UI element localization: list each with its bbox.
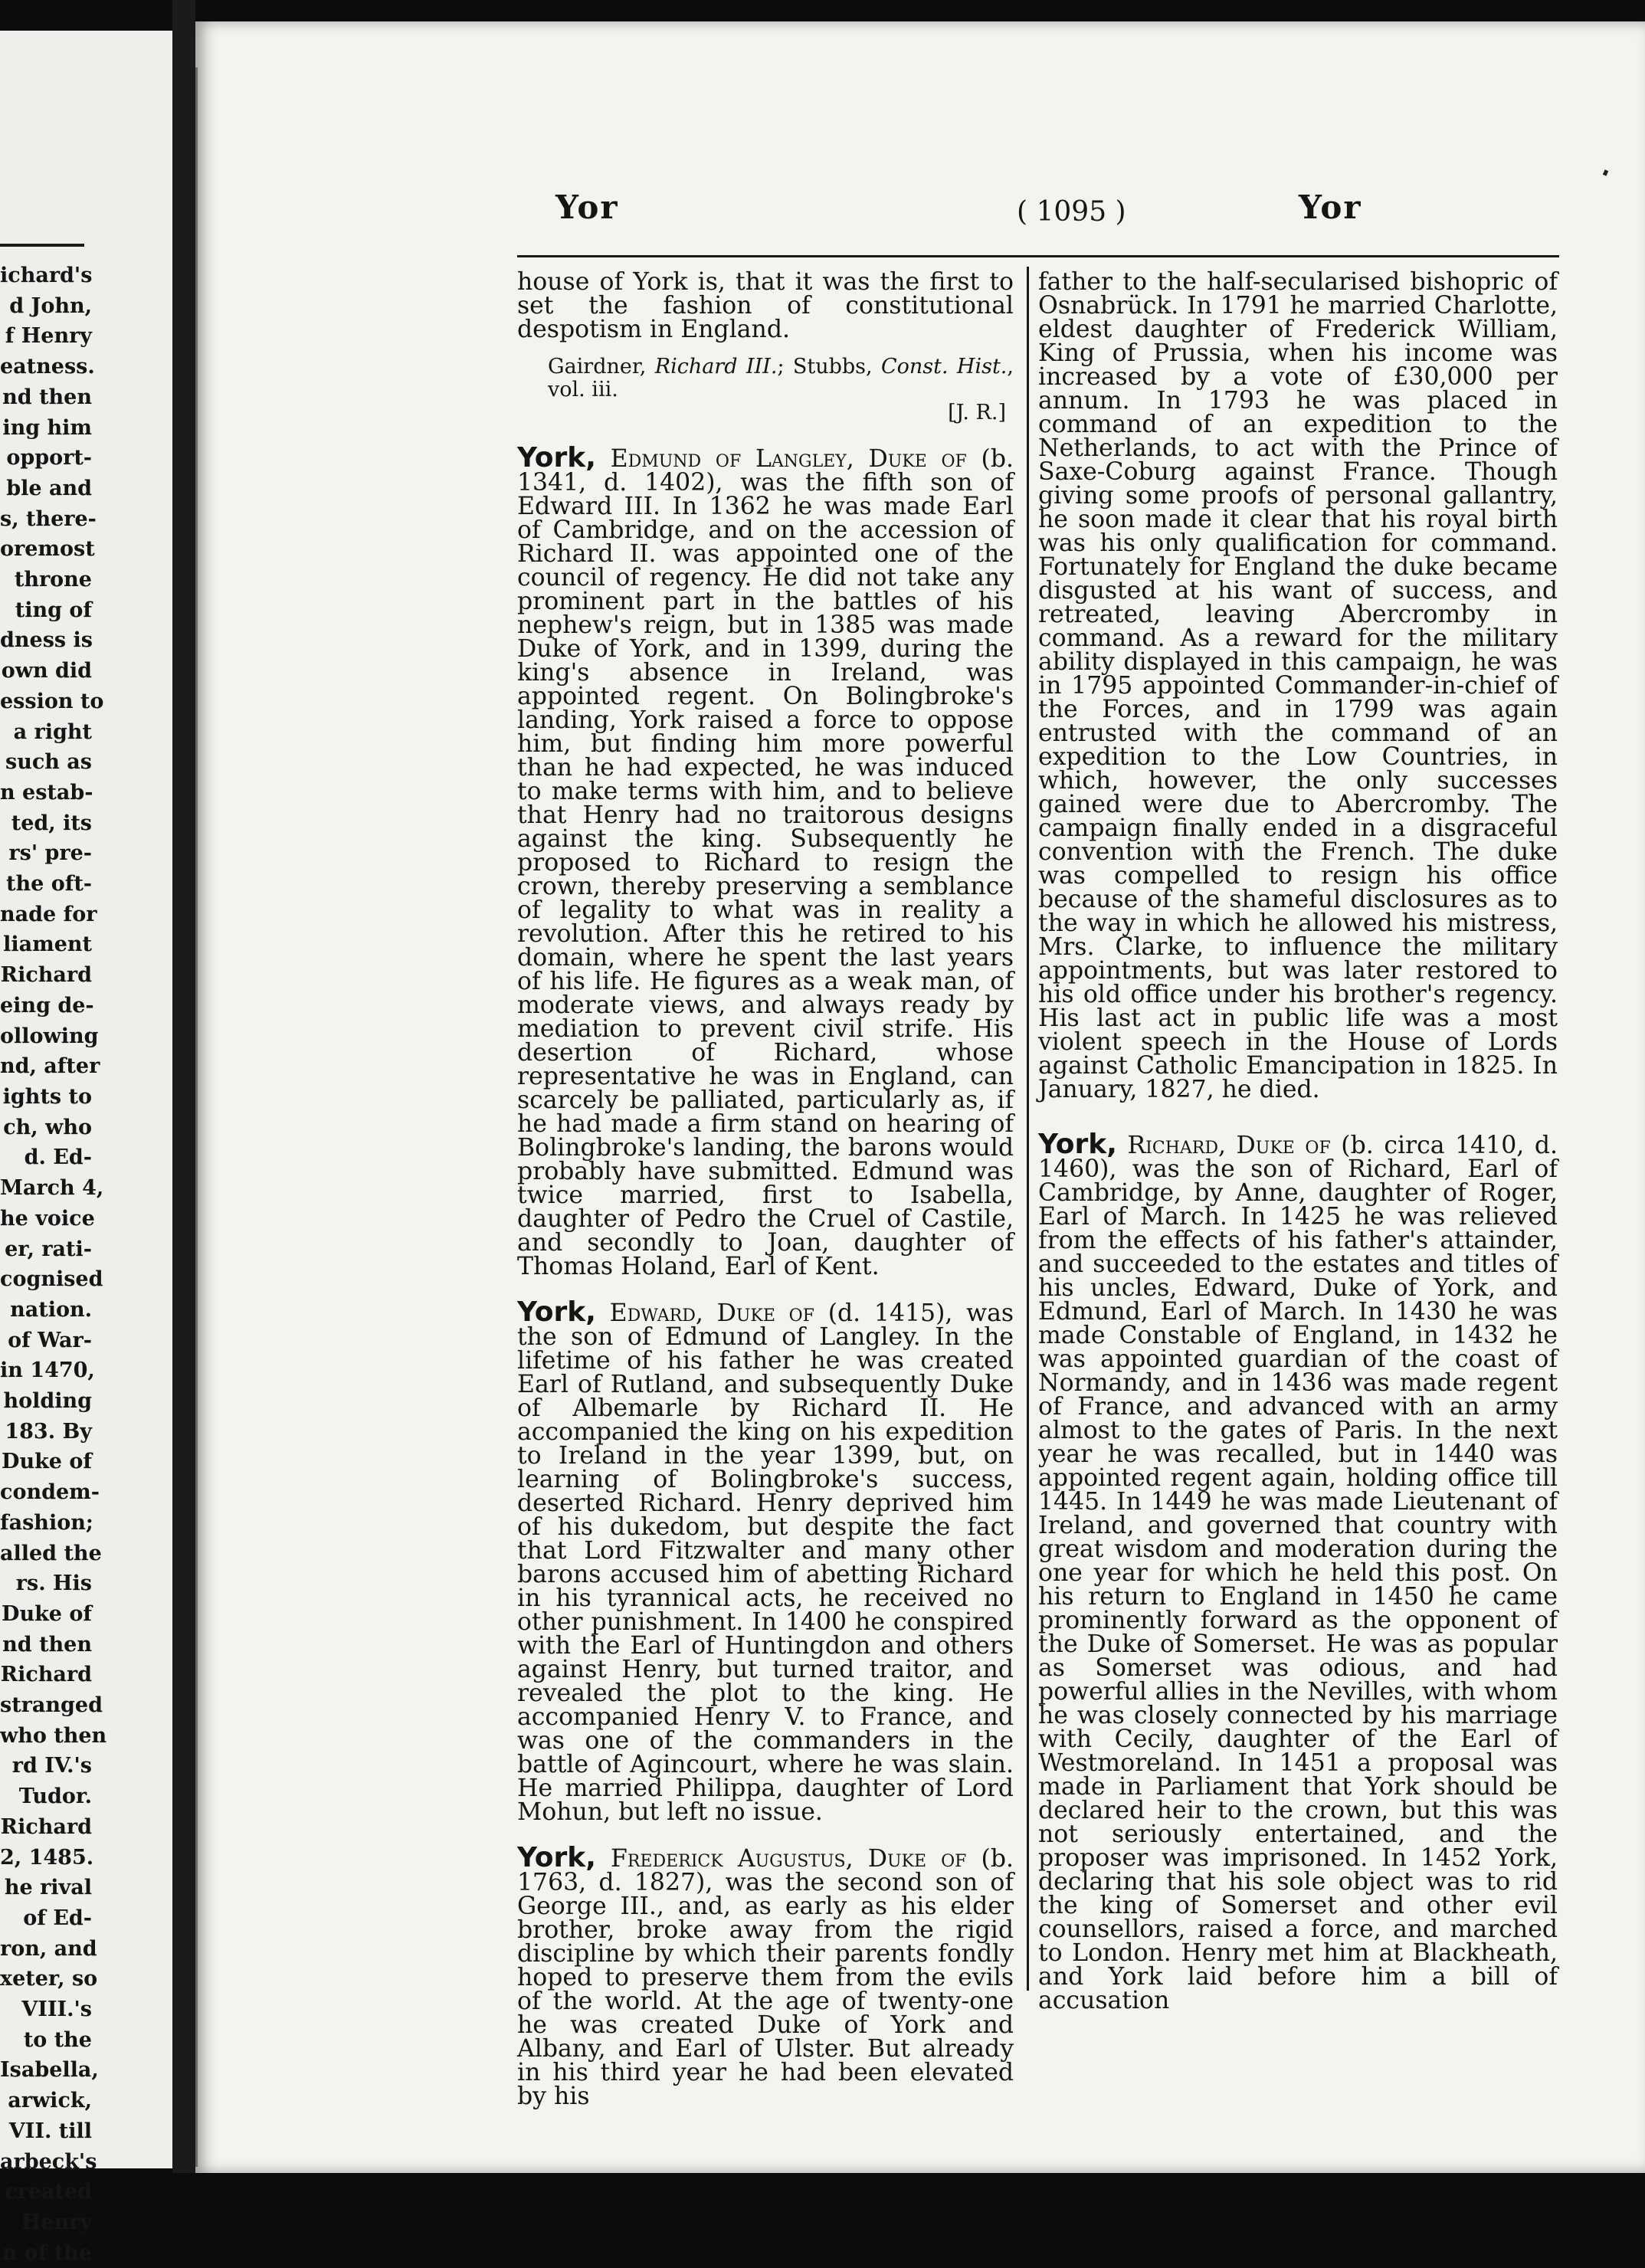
previous-page-line: ble and	[6, 476, 92, 500]
entry-headword: York,	[517, 1296, 596, 1328]
previous-page-line: ch, who	[3, 1115, 92, 1139]
previous-page-line: nd then	[2, 385, 92, 409]
previous-page-line: n of the	[2, 2240, 92, 2265]
previous-page-line: Tudor.	[18, 1785, 92, 1809]
previous-page-line: the oft-	[6, 872, 92, 896]
previous-page-fragment	[0, 31, 172, 2265]
previous-page-line: Henry	[21, 2211, 92, 2234]
entry-headword: York,	[517, 1842, 596, 1873]
previous-page-line: condem-	[0, 1480, 100, 1505]
previous-page-line: ollowing	[0, 1024, 99, 1048]
previous-page-line: created	[5, 2180, 92, 2204]
entry-york-edmund	[517, 442, 1014, 1280]
previous-page-line: ession to	[0, 689, 104, 713]
entry-york-frederick	[517, 1842, 1014, 2110]
previous-page-line: ting of	[15, 598, 92, 622]
entry-headword: York,	[517, 442, 596, 474]
entry-name: Frederick Augustus, Duke of	[611, 1845, 967, 1873]
previous-page-line: liament	[3, 932, 92, 957]
previous-page-line: who then	[0, 1723, 107, 1748]
previous-page-line: a right	[13, 719, 92, 744]
previous-page-line: f Henry	[5, 324, 92, 349]
entry-body: (d. 1415), was the son of Edmund of Langley. In the lifetime of his father he was created Earl of Rutland, and subsequently Duke of Albemarle by Richard II. He accompanied the king on his expedition to Ireland in the year 1399, but, on learning of Bolingbroke's success, deserted Richard. Henry deprived him of his dukedom, but despite the fact that Lord Fitzwalter and many other barons accused him of abetting Richard in his tyrannical acts, he received no other punishment. In 1400 he conspired with the Earl of Huntingdon and others against Henry, but turned traitor, and revealed the plot to the king. He accompanied Henry V. to France, and was one of the commanders in the battle of Agincourt, where he was slain. He married Philippa, daughter of Lord Mohun, but left no issue.	[517, 1300, 1014, 1826]
previous-page-line: Duke of	[2, 1450, 92, 1474]
previous-page-line: VIII.'s	[21, 1998, 92, 2022]
citation: Gairdner, Richard III.; Stubbs, Const. Hist., vol. iii. [J. R.]	[548, 355, 1014, 424]
entry-headword: York,	[1038, 1129, 1117, 1160]
left-column	[517, 270, 1014, 2109]
right-column	[1038, 270, 1558, 2013]
previous-page-line: stranged	[0, 1693, 103, 1718]
running-head-right: Yor	[1299, 188, 1362, 226]
previous-page-line: d. Ed-	[24, 1145, 92, 1170]
book-page	[195, 21, 1645, 2173]
previous-page-line: own did	[1, 659, 92, 683]
previous-page-line: s, there-	[0, 506, 97, 531]
running-head-left: Yor	[555, 188, 619, 226]
entry-york-edward	[517, 1296, 1014, 1826]
citation-work: Const. Hist.	[880, 355, 1008, 379]
previous-page-line: Isabella,	[0, 2058, 99, 2083]
previous-page-line: alled the	[0, 1541, 102, 1565]
previous-page-line: holding	[3, 1389, 92, 1414]
previous-page-line: d John,	[9, 293, 92, 318]
previous-page-rule	[0, 244, 84, 247]
previous-page-line: of Ed-	[23, 1906, 92, 1930]
previous-page-line: arwick,	[8, 2089, 92, 2113]
citation-work: Richard III.	[654, 355, 778, 379]
previous-page-line: throne	[14, 568, 92, 592]
previous-page-line: opport-	[6, 446, 92, 470]
previous-page-line: arbeck's	[0, 2149, 97, 2174]
previous-page-line: fashion;	[0, 1510, 93, 1535]
continuation-text: father to the half-secularised bishopric of Osnabrück. In 1791 he married Charlotte, eldest daughter of Frederick William, King of Prussia, when his income was increased by a vote of £30,000 per annum. In 1793 he was placed in command of an expedition to the Netherlands, to act with the Prince of Saxe-Coburg against France. Though giving some proofs of personal gallantry, he soon made it clear that his royal birth was his only qualification for command. Fortunately for England the duke became disgusted at his want of success, and retreated, leaving Abercromby in command. As a reward for the military ability displayed in this campaign, he was in 1795 appointed Commander-in-chief of the Forces, and in 1799 was again entrusted with the command of an expedition to the Low Countries, in which, however, the only successes gained were due to Abercromby. The campaign finally ended in a disgraceful convention with the French. The duke was compelled to resign his office because of the shameful disclosures as to the way in which he allowed his mistress, Mrs. Clarke, to influence the military appointments, but was later restored to his old office under his brother's regency. His last act in public life was a most violent speech in the House of Lords against Catholic Emancipation in 1825. In January, 1827, he died.	[1038, 268, 1558, 1103]
previous-page-text	[0, 261, 107, 2268]
previous-page-line: ing him	[2, 415, 92, 440]
previous-page-line: oremost	[0, 537, 95, 562]
previous-page-line: ted, its	[11, 811, 92, 835]
previous-page-line: nade for	[0, 902, 97, 926]
previous-page-line: ights to	[2, 1084, 92, 1109]
previous-page-line: to the	[23, 2027, 92, 2052]
header-rule	[517, 255, 1559, 257]
previous-page-line: nation.	[10, 1297, 92, 1322]
previous-page-line: ron, and	[0, 1936, 97, 1961]
previous-page-line: Richard	[0, 1814, 92, 1839]
entry-york-richard	[1038, 1129, 1558, 2014]
entry-name: Edward, Duke of	[609, 1300, 814, 1327]
page-edge-line	[195, 67, 198, 2167]
previous-page-line: cognised	[0, 1267, 103, 1292]
previous-page-line: Richard	[0, 963, 92, 988]
previous-page-line: ichard's	[0, 264, 93, 287]
entry-body: (b. 1341, d. 1402), was the fifth son of Edward III. In 1362 he was made Earl of Cambridge, and on the accession of Richard II. was appointed one of the council of regency. He did not take any prominent part in the battles of his nephew's reign, but in 1385 was made Duke of York, and in 1399, during the king's absence in Ireland, was appointed regent. On Bolingbroke's landing, York raised a force to oppose him, but finding him more powerful than he had expected, he was induced to make terms with him, and to believe that Henry had no traitorous designs against the king. Subsequently he proposed to Richard to resign the crown, thereby preserving a semblance of legality to what was in reality a revolution. After this he retired to his domain, where he spent the last years of his life. He figures as a weak man, of moderate views, and always ready by mediation to prevent civil strife. His desertion of Richard, whose representative he was in England, can scarcely be palliated, particularly as, if he had made a firm stand on hearing of Bolingbroke's landing, the barons would probably have submitted. Edmund was twice married, first to Isabella, daughter of Pedro the Cruel of Castile, and secondly to Joan, daughter of Thomas Holand, Earl of Kent.	[517, 445, 1014, 1280]
entry-body: (b. 1763, d. 1827), was the second son of George III., and, as early as his elder brother, broke away from the rigid discipline by which their parents fondly hoped to preserve them from the evils of the world. At the age of twenty-one he was created Duke of York and Albany, and Earl of Ulster. But already in his third year he had been elevated by his	[517, 1845, 1014, 2110]
previous-page-line: nd, after	[0, 1054, 100, 1079]
entry-body: (b. circa 1410, d. 1460), was the son of Richard, Earl of Cambridge, by Anne, daughter of Roger, Earl of March. In 1425 he was relieved from the effects of his father's attainder, and succeeded to the estates and titles of his uncles, Edward, Duke of York, and Edmund, Earl of March. In 1430 he was made Constable of England, in 1432 he was appointed guardian of the coast of Normandy, and in 1436 was made regent of France, and advanced with an army almost to the gates of Paris. In the next year he was recalled, but in 1440 was appointed regent again, holding office till 1445. In 1449 he was made Lieutenant of Ireland, and governed that country with great wisdom and moderation during the one year for which he held this post. On his return to England in 1450 he came prominently forward as the opponent of the Duke of Somerset. He was as popular as Somerset was odious, and had powerful allies in the Nevilles, with whom he was closely connected by his marriage with Cecily, daughter of the Earl of Westmoreland. In 1451 a proposal was made in Parliament that York should be declared heir to the crown, but this was not seriously entertained, and the proposer was imprisoned. In 1452 York, declaring that his sole object was to rid the king of Somerset and other evil counsellors, raised a force, and marched to London. Henry met him at Blackheath, and York laid before him a bill of accusation	[1038, 1132, 1558, 2014]
entry-name: Edmund of Langley, Duke of	[610, 445, 967, 473]
previous-page-line: dness is	[0, 628, 93, 653]
previous-page-line: 183. By	[5, 1419, 92, 1444]
previous-page-line: 2, 1485.	[0, 1845, 94, 1870]
previous-page-line: March 4,	[0, 1176, 104, 1201]
previous-page-line: he rival	[4, 1876, 92, 1900]
previous-page-line: in 1470,	[0, 1359, 95, 1383]
previous-page-line: er, rati-	[5, 1237, 92, 1261]
previous-page-line: Richard	[0, 1663, 92, 1687]
ink-speck	[1603, 169, 1608, 175]
previous-page-line: eatness.	[0, 355, 95, 379]
book-gutter	[172, 0, 195, 2173]
page-number: ( 1095 )	[1017, 196, 1126, 228]
previous-page-line: VII. till	[8, 2119, 92, 2143]
column-divider	[1027, 267, 1029, 1991]
previous-page-line: xeter, so	[0, 1967, 98, 1991]
previous-page-line: eing de-	[0, 993, 94, 1018]
previous-page-line: rd IV.'s	[11, 1754, 92, 1778]
author-initials: [J. R.]	[948, 401, 1006, 424]
continuation-text: house of York is, that it was the first to set the fashion of constitutional despotism in England.	[517, 268, 1014, 343]
entry-name: Richard, Duke of	[1127, 1132, 1331, 1159]
previous-page-line: Duke of	[2, 1601, 92, 1626]
previous-page-line: rs' pre-	[8, 841, 92, 866]
previous-page-line: of War-	[8, 1328, 92, 1352]
previous-page-line: such as	[5, 750, 92, 775]
previous-page-line: nd then	[2, 1632, 92, 1657]
previous-page-line: he voice	[0, 1206, 95, 1231]
previous-page-line: n estab-	[0, 780, 93, 805]
previous-page-line: rs. His	[15, 1572, 92, 1596]
